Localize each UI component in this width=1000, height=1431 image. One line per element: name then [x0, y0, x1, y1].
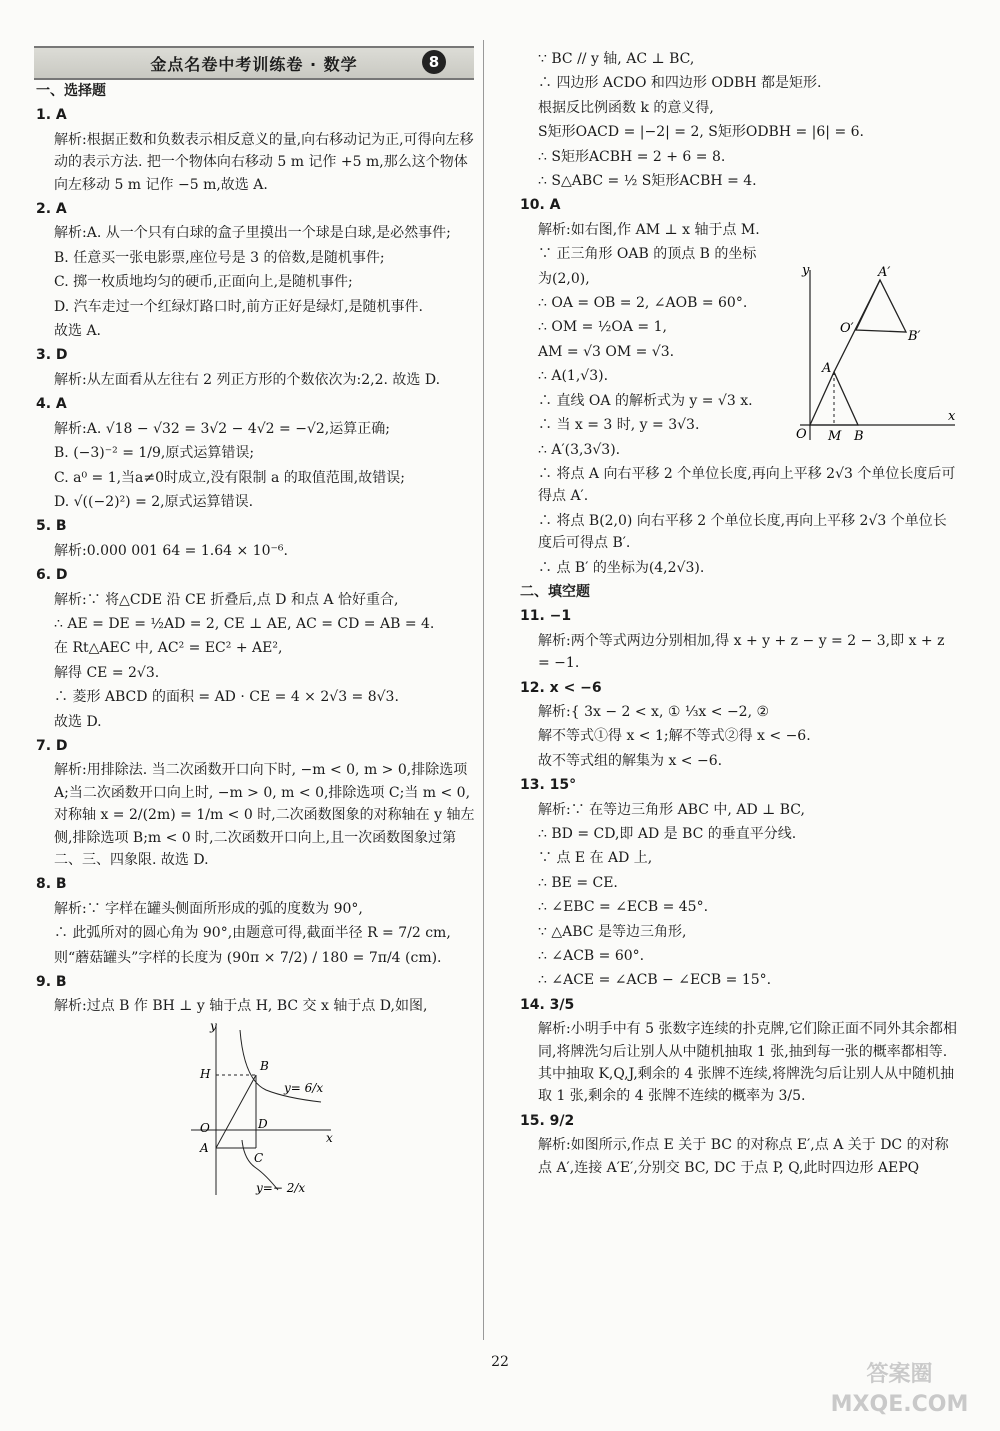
solution-line: 解析:小明手中有 5 张数字连续的扑克牌,它们除正面不同外其余都相同,将牌洗匀后让别人从中随机抽取 1 张,抽到每一张的概率都相等. 其中抽取 K,Q,J,剩余的 4 张牌不连续,将牌洗匀后让别人从中随机抽取 1 张,剩余的 4 张牌不连续的概率为 3/5.: [538, 1021, 957, 1105]
fig2-m: M: [828, 429, 842, 444]
solution-line: 解析:从左面看从左往右 2 列正方形的个数依次为:2,2. 故选 D.: [54, 371, 441, 388]
solution-line: 解析:A. 从一个只有白球的盒子里摸出一个球是白球,是必然事件;: [54, 225, 451, 242]
solution-line: ∴ 四边形 ACDO 和四边形 ODBH 都是矩形.: [538, 75, 822, 92]
page-number: 22: [491, 1354, 509, 1370]
solution-line: ∴ A′(3,3√3).: [538, 441, 621, 458]
fig1-label-a: A: [200, 1140, 209, 1155]
fig1-label-o: O: [200, 1120, 210, 1135]
solution-line: 解析:0.000 001 64 = 1.64 × 10⁻⁶.: [54, 542, 288, 559]
fig2-b-prime: B′: [908, 329, 921, 344]
solution-line: ∴ AE = DE = ½AD = 2, CE ⊥ AE, AC = CD = AB = 4.: [54, 615, 435, 632]
question-answer: 6. D: [36, 567, 68, 584]
solution-line: 则“蘑菇罐头”字样的长度为 (90π × 7/2) / 180 = 7π/4 (cm).: [54, 949, 442, 966]
solution-line: B. (−3)⁻² = 1/9,原式运算错误;: [54, 445, 255, 462]
fig2-a: A: [822, 361, 832, 376]
solution-line: 在 Rt△AEC 中, AC² = EC² + AE²,: [54, 640, 283, 657]
solution-line: ∴ BE = CE.: [538, 874, 618, 891]
solution-line: ∴ 直线 OA 的解析式为 y = √3 x.: [538, 392, 753, 409]
solution-line: ∵ △ABC 是等边三角形,: [538, 923, 687, 940]
figure-equilateral-triangle: [790, 260, 960, 445]
question-answer: 2. A: [36, 201, 67, 218]
question-answer: 11. −1: [520, 608, 572, 625]
solution-line: 解析:A. √18 − √32 = 3√2 − 4√2 = −√2,运算正确;: [54, 420, 390, 437]
solution-line: AM = √3 OM = √3.: [538, 343, 675, 360]
right-column: [520, 48, 960, 1181]
question-answer: 5. B: [36, 518, 67, 535]
solution-line: B. 任意买一张电影票,座位号是 3 的倍数,是随机事件;: [54, 249, 385, 266]
fig1-label-f1: y= 6/x: [284, 1080, 324, 1095]
solution-line: ∵ BC // y 轴, AC ⊥ BC,: [538, 51, 695, 67]
solution-line: 故不等式组的解集为 x < −6.: [538, 752, 723, 769]
fig1-label-y: y: [210, 1019, 217, 1033]
solution-line: ∴ S△ABC = ½ S矩形ACBH = 4.: [538, 173, 757, 190]
fig2-o: O: [796, 427, 807, 442]
fig2-a-prime: A′: [878, 265, 891, 280]
question-answer: 12. x < −6: [520, 679, 602, 696]
header-badge: 8: [422, 50, 446, 74]
question-answer: 9. B: [36, 974, 67, 991]
fig2-x-label: x: [948, 409, 956, 424]
header-title: 金点名卷中考训练卷 · 数学: [150, 55, 358, 74]
solution-line: D. 汽车走过一个红绿灯路口时,前方正好是绿灯,是随机事件.: [54, 298, 423, 315]
question-answer: 15. 9/2: [520, 1112, 575, 1129]
solution-line: S矩形OACD = |−2| = 2, S矩形ODBH = |6| = 6.: [538, 124, 865, 141]
solution-line: ∴ ∠ACE = ∠ACB − ∠ECB = 15°.: [538, 972, 772, 989]
solution-line: ∴ S矩形ACBH = 2 + 6 = 8.: [538, 148, 726, 165]
solution-line: 解析:过点 B 作 BH ⊥ y 轴于点 H, BC 交 x 轴于点 D,如图,: [54, 998, 428, 1015]
question-answer: 13. 15°: [520, 777, 577, 794]
page-header: [34, 46, 474, 80]
fig2-y-label: y: [802, 263, 810, 278]
solution-line: 解析:{ 3x − 2 < x, ① ⅓x < −2, ②: [538, 703, 770, 720]
solution-line: ∴ 此弧所对的圆心角为 90°,由题意可得,截面半径 R = 7/2 cm,: [54, 925, 451, 942]
solution-line: 解析:∵ 在等边三角形 ABC 中, AD ⊥ BC,: [538, 801, 805, 818]
fig1-label-b: B: [260, 1058, 269, 1073]
solution-line: 解析:如图所示,作点 E 关于 BC 的对称点 E′,点 A 关于 DC 的对称点 A′,连接 A′E′,分别交 BC, DC 于点 P, Q,此时四边形 AEPQ: [538, 1137, 949, 1176]
fig1-label-x: x: [326, 1130, 333, 1145]
fig1-label-h: H: [200, 1066, 211, 1081]
solution-line: 解得 CE = 2√3.: [54, 664, 160, 681]
solution-line: C. 掷一枚质地均匀的硬币,正面向上,是随机事件;: [54, 274, 353, 291]
solution-line: ∴ 将点 A 向右平移 2 个单位长度,再向上平移 2√3 个单位长度后可得点 A′.: [538, 465, 956, 505]
solution-line: 解析:∵ 将△CDE 沿 CE 折叠后,点 D 和点 A 恰好重合,: [54, 591, 399, 608]
question-answer: 3. D: [36, 347, 68, 364]
solution-line: C. a⁰ = 1,当a≠0时成立,没有限制 a 的取值范围,故错误;: [54, 469, 405, 486]
watermark-logo: 答案圈 MXQE.COM: [830, 1362, 969, 1417]
solution-line: D. √((−2)²) = 2,原式运算错误.: [54, 493, 254, 510]
solution-line: 解析:根据正数和负数表示相反意义的量,向右移动记为正,可得向左移动的表示方法. 把一个物体向右移动 5 m 记作 +5 m,那么这个物体向左移动 5 m 记作 −5 m,故选 A.: [54, 131, 474, 193]
fig2-b: B: [854, 429, 864, 444]
fig1-label-f2: y=− 2/x: [256, 1180, 306, 1195]
solution-line: 解析:如右图,作 AM ⊥ x 轴于点 M.: [538, 221, 760, 238]
solution-line: ∴ A(1,√3).: [538, 368, 609, 385]
section-heading: 一、选择题: [36, 83, 106, 99]
solution-line: ∴ 点 B′ 的坐标为(4,2√3).: [538, 559, 705, 576]
question-answer: 1. A: [36, 107, 67, 124]
solution-line: ∵ 点 E 在 AD 上,: [538, 850, 653, 867]
figure-hyperbola: [186, 1020, 336, 1200]
question-answer: 4. A: [36, 396, 67, 413]
solution-line: ∴ BD = CD,即 AD 是 BC 的垂直平分线.: [538, 826, 797, 842]
solution-line: 故选 A.: [54, 323, 102, 340]
solution-line: ∴ 当 x = 3 时, y = 3√3.: [538, 417, 700, 434]
question-answer: 7. D: [36, 737, 68, 754]
solution-line: ∴ ∠EBC = ∠ECB = 45°.: [538, 899, 709, 916]
solution-line: 解析:∵ 字样在罐头侧面所形成的弧的度数为 90°,: [54, 900, 363, 917]
solution-line: 解析:两个等式两边分别相加,得 x + y + z − y = 2 − 3,即 x + z = −1.: [538, 632, 945, 672]
question-answer: 14. 3/5: [520, 996, 575, 1013]
fig2-o-prime: O′: [840, 321, 854, 336]
solution-line: ∴ 将点 B(2,0) 向右平移 2 个单位长度,再向上平移 2√3 个单位长度后可得点 B′.: [538, 512, 947, 552]
column-divider: [483, 40, 484, 1340]
solution-line: 解析:用排除法. 当二次函数开口向下时, −m < 0, m > 0,排除选项 A;当二次函数开口向上时, −m > 0, m < 0,排除选项 C;当 m < 0,对称轴 x = 2/(2m) = 1/m < 0 时,二次函数图象的对称轴在 y 轴左侧,排除选项 B;m < 0 时,二次函数开口向上,且一次函数图象过第二、三、四象限. 故选 D.: [54, 762, 475, 868]
solution-line: ∵ 正三角形 OAB 的顶点 B 的坐标: [538, 246, 757, 263]
solution-line: 故选 D.: [54, 713, 102, 730]
question-answer: 8. B: [36, 876, 67, 893]
solution-line: 解不等式①得 x < 1;解不等式②得 x < −6.: [538, 728, 811, 745]
solution-line: ∴ OA = OB = 2, ∠AOB = 60°.: [538, 295, 748, 312]
solution-line: ∴ 菱形 ABCD 的面积 = AD · CE = 4 × 2√3 = 8√3.: [54, 689, 399, 706]
section-heading: 二、填空题: [520, 583, 590, 600]
fig1-label-d: D: [258, 1116, 268, 1131]
solution-line: 为(2,0),: [538, 270, 590, 287]
fig1-label-c: C: [254, 1150, 264, 1165]
left-column: [36, 80, 478, 1207]
solution-line: ∴ ∠ACB = 60°.: [538, 948, 645, 965]
solution-line: ∴ OM = ½OA = 1,: [538, 319, 667, 336]
question-answer: 10. A: [520, 197, 561, 214]
solution-line: 根据反比例函数 k 的意义得,: [538, 99, 714, 116]
